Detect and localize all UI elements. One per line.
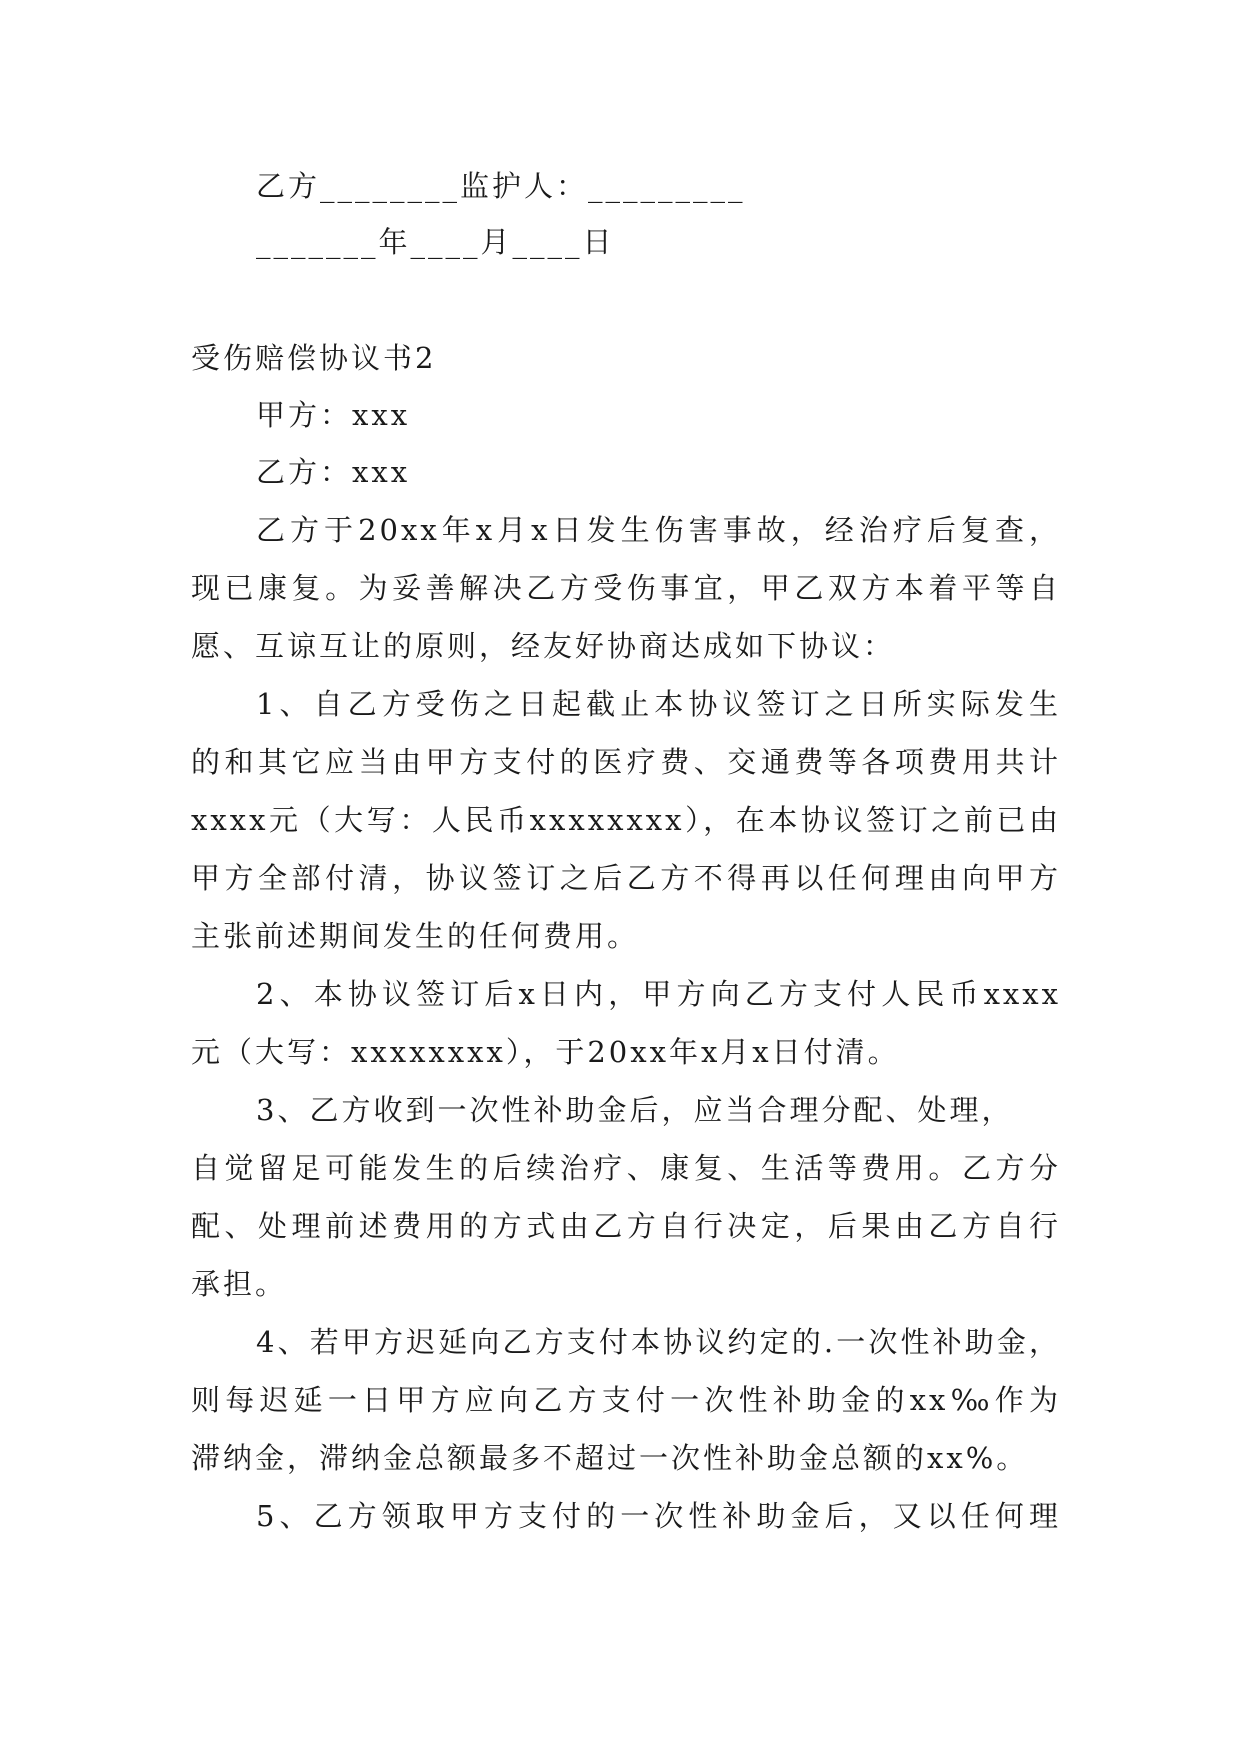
paragraph-line: 则每迟延一日甲方应向乙方支付一次性补助金的xx‰作为 — [191, 1383, 1061, 1417]
signature-date-line: _______年____月____日 — [256, 225, 615, 259]
paragraph-line: 现已康复。为妥善解决乙方受伤事宜，甲乙双方本着平等自 — [191, 571, 1061, 605]
party-b: 乙方：xxx — [256, 455, 411, 489]
paragraph-line: 愿、互谅互让的原则，经友好协商达成如下协议： — [191, 629, 896, 663]
paragraph-line: 5、乙方领取甲方支付的一次性补助金后，又以任何理 — [256, 1499, 1061, 1533]
paragraph-line: 自觉留足可能发生的后续治疗、康复、生活等费用。乙方分 — [191, 1151, 1061, 1185]
paragraph-line: 的和其它应当由甲方支付的医疗费、交通费等各项费用共计 — [191, 745, 1061, 779]
paragraph-line: 4、若甲方迟延向乙方支付本协议约定的.一次性补助金， — [256, 1325, 1061, 1359]
paragraph-line: 3、乙方收到一次性补助金后，应当合理分配、处理， — [256, 1093, 1014, 1127]
paragraph-line: xxxx元（大写：人民币xxxxxxxx），在本协议签订之前已由 — [191, 803, 1061, 837]
paragraph-line: 1、自乙方受伤之日起截止本协议签订之日所实际发生 — [256, 687, 1061, 721]
paragraph-line: 乙方于20xx年x月x日发生伤害事故，经治疗后复查， — [256, 513, 1061, 547]
paragraph-line: 滞纳金，滞纳金总额最多不超过一次性补助金总额的xx%。 — [191, 1441, 1029, 1475]
signature-party-b-line: 乙方________监护人：_________ — [256, 169, 746, 203]
paragraph-line: 元（大写：xxxxxxxx），于20xx年x月x日付清。 — [191, 1035, 900, 1069]
paragraph-line: 承担。 — [191, 1267, 288, 1301]
document-title: 受伤赔偿协议书2 — [191, 341, 437, 375]
paragraph-line: 配、处理前述费用的方式由乙方自行决定，后果由乙方自行 — [191, 1209, 1061, 1243]
paragraph-line: 甲方全部付清，协议签订之后乙方不得再以任何理由向甲方 — [191, 861, 1061, 895]
paragraph-line: 主张前述期间发生的任何费用。 — [191, 919, 640, 953]
paragraph-line: 2、本协议签订后x日内，甲方向乙方支付人民币xxxx — [256, 977, 1061, 1011]
party-a: 甲方：xxx — [256, 398, 411, 432]
